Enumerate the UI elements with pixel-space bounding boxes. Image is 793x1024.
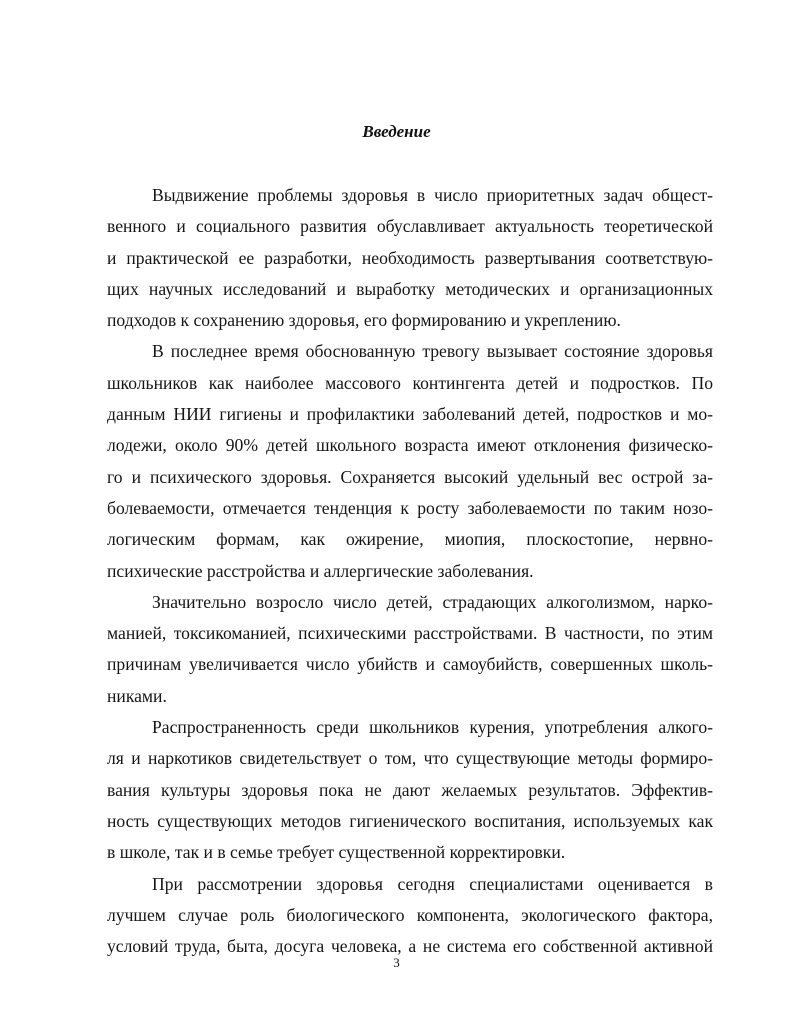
section-title: Введение — [362, 122, 431, 141]
text-line: Выдвижение проблемы здоровья в число приоритетных задач общест- — [152, 185, 713, 205]
text-line: щих научных исследований и выработку методических и организационных — [107, 278, 713, 299]
text-line: Распространенность среди школьников курения, употребления алкого- — [152, 717, 713, 738]
paragraph — [107, 869, 713, 963]
text-line: ля и наркотиков свидетельствует о том, что существующие методы формиро- — [107, 748, 713, 769]
document-body — [107, 180, 713, 962]
text-line: лодежи, около 90% детей школьного возраста имеют отклонения физическо- — [107, 435, 713, 456]
paragraph — [107, 180, 713, 336]
text-line: школьников как наиболее массового контингента детей и подростков. По — [107, 372, 713, 393]
page-number: 3 — [393, 955, 400, 970]
text-line: болеваемости, отмечается тенденция к росту заболеваемости по таким нозо- — [107, 497, 713, 518]
text-line: лучшем случае роль биологического компонента, экологического фактора, — [107, 904, 713, 925]
text-line: в школе, так и в семье требует существенной корректировки. — [107, 842, 566, 863]
text-line: манией, токсикоманией, психическими расстройствами. В частности, по этим — [107, 623, 713, 644]
text-line: психические расстройства и аллергические заболевания. — [107, 560, 534, 581]
text-line: логическим формам, как ожирение, миопия, плоскостопие, нервно- — [107, 529, 713, 550]
text-line: причинам увеличивается число убийств и самоубийств, совершенных школь- — [107, 654, 713, 675]
paragraph — [107, 712, 713, 868]
text-line: условий труда, быта, досуга человека, а не система его собственной активной — [107, 936, 713, 957]
text-line: никами. — [107, 685, 167, 706]
text-line: го и психического здоровья. Сохраняется высокий удельный вес острой за- — [107, 466, 713, 487]
text-line: При рассмотрении здоровья сегодня специалистами оценивается в — [152, 873, 713, 894]
text-line: и практической ее разработки, необходимость развертывания соответствую- — [107, 247, 713, 268]
paragraph — [107, 587, 713, 712]
text-line: венного и социального развития обуславливает актуальность теоретической — [107, 216, 713, 237]
text-line: данным НИИ гигиены и профилактики заболеваний детей, подростков и мо- — [107, 404, 713, 425]
text-line: ность существующих методов гигиенического воспитания, используемых как — [107, 810, 713, 831]
text-line: Значительно возросло число детей, страдающих алкоголизмом, нарко- — [152, 591, 713, 612]
text-line: В последнее время обоснованную тревогу вызывает состояние здоровья — [152, 341, 713, 362]
paragraph — [107, 336, 713, 586]
text-line: подходов к сохранению здоровья, его формированию и укреплению. — [107, 310, 621, 331]
text-line: вания культуры здоровья пока не дают желаемых результатов. Эффектив- — [107, 779, 713, 800]
